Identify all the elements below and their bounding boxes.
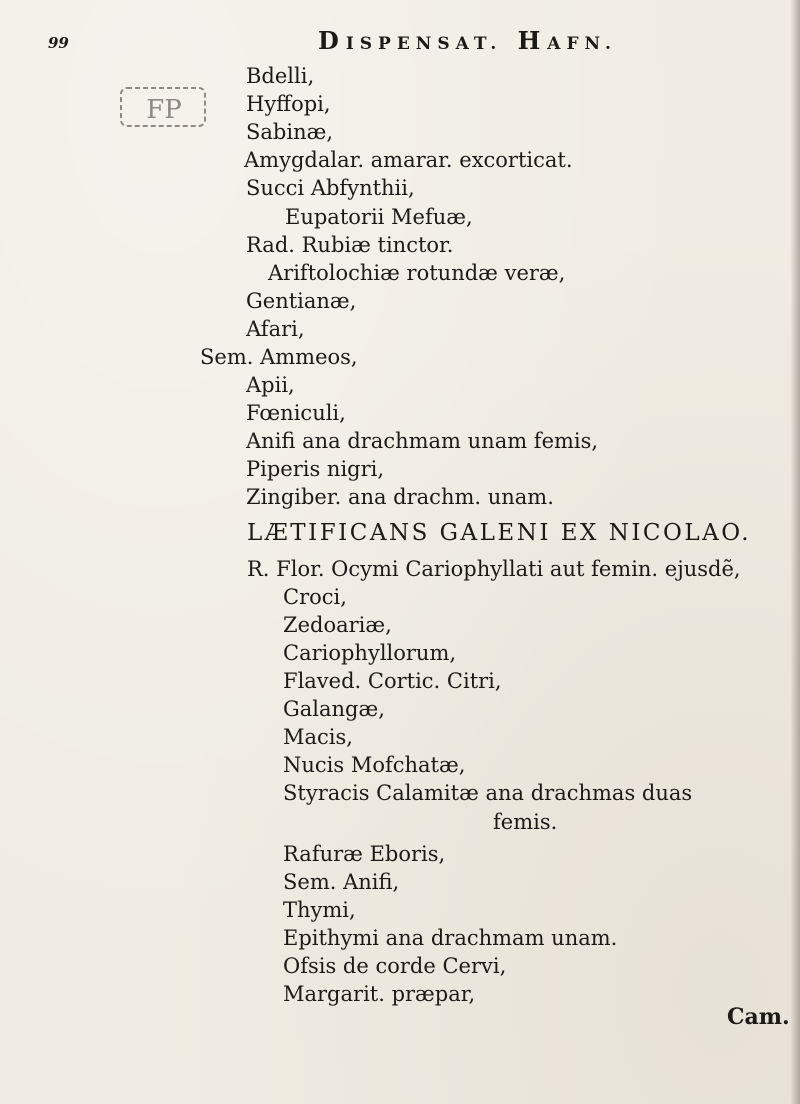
- section-heading: LÆTIFICANS GALENI EX NICOLAO.: [247, 520, 752, 546]
- recipe-line: femis.: [493, 810, 558, 834]
- recipe-line: Zedoariæ,: [283, 613, 392, 637]
- recipe-line: Anifi ana drachmam unam femis,: [246, 429, 599, 453]
- recipe-line: Piperis nigri,: [246, 457, 385, 481]
- recipe-line: Sem. Anifi,: [283, 870, 400, 894]
- running-title-place-rest: AFN.: [547, 34, 617, 54]
- recipe-line: Bdelli,: [246, 64, 315, 88]
- recipe-line: Gentianæ,: [246, 289, 357, 313]
- recipe-line: Cariophyllorum,: [283, 641, 457, 665]
- recipe-line: Eupatorii Mefuæ,: [285, 205, 473, 229]
- recipe-line: Apii,: [246, 373, 295, 397]
- page-number: 99: [48, 34, 69, 52]
- recipe-line: Ariftolochiæ rotundæ veræ,: [268, 261, 566, 285]
- recipe-line: Fœniculi,: [246, 401, 346, 425]
- recipe-line: Ofsis de corde Cervi,: [283, 954, 507, 978]
- recipe-line: Margarit. præpar,: [283, 982, 476, 1006]
- running-title-initial: D: [318, 26, 346, 55]
- stamp-text: FP: [146, 95, 182, 125]
- catchword: Cam.: [727, 1004, 790, 1030]
- recipe-line: Sem. Ammeos,: [200, 345, 358, 369]
- recipe-line: Succi Abfynthii,: [246, 176, 415, 200]
- running-title-rest: ISPENSAT.: [345, 34, 503, 54]
- page-edge-shadow: [790, 0, 800, 1104]
- recipe-line: Rafuræ Eboris,: [283, 842, 446, 866]
- recipe-line: Afari,: [246, 317, 305, 341]
- running-title-place-initial: H: [517, 26, 548, 55]
- recipe-line: Hyffopi,: [246, 92, 331, 116]
- recipe-line: Flaved. Cortic. Citri,: [283, 669, 502, 693]
- recipe-line: R. Flor. Ocymi Cariophyllati aut femin. ejusdẽ,: [247, 557, 741, 581]
- library-stamp-icon: [118, 82, 210, 132]
- running-title: [318, 26, 617, 55]
- recipe-line: Zingiber. ana drachm. unam.: [246, 485, 554, 509]
- recipe-line: Nucis Mofchatæ,: [283, 753, 466, 777]
- recipe-line: Rad. Rubiæ tinctor.: [246, 233, 454, 257]
- recipe-line: Amygdalar. amarar. excorticat.: [244, 148, 573, 172]
- recipe-line: Croci,: [283, 585, 347, 609]
- recipe-line: Thymi,: [283, 898, 356, 922]
- recipe-line: Styracis Calamitæ ana drachmas duas: [283, 781, 693, 805]
- recipe-line: Macis,: [283, 725, 353, 749]
- recipe-line: Epithymi ana drachmam unam.: [283, 926, 618, 950]
- recipe-line: Sabinæ,: [246, 120, 334, 144]
- recipe-line: Galangæ,: [283, 697, 385, 721]
